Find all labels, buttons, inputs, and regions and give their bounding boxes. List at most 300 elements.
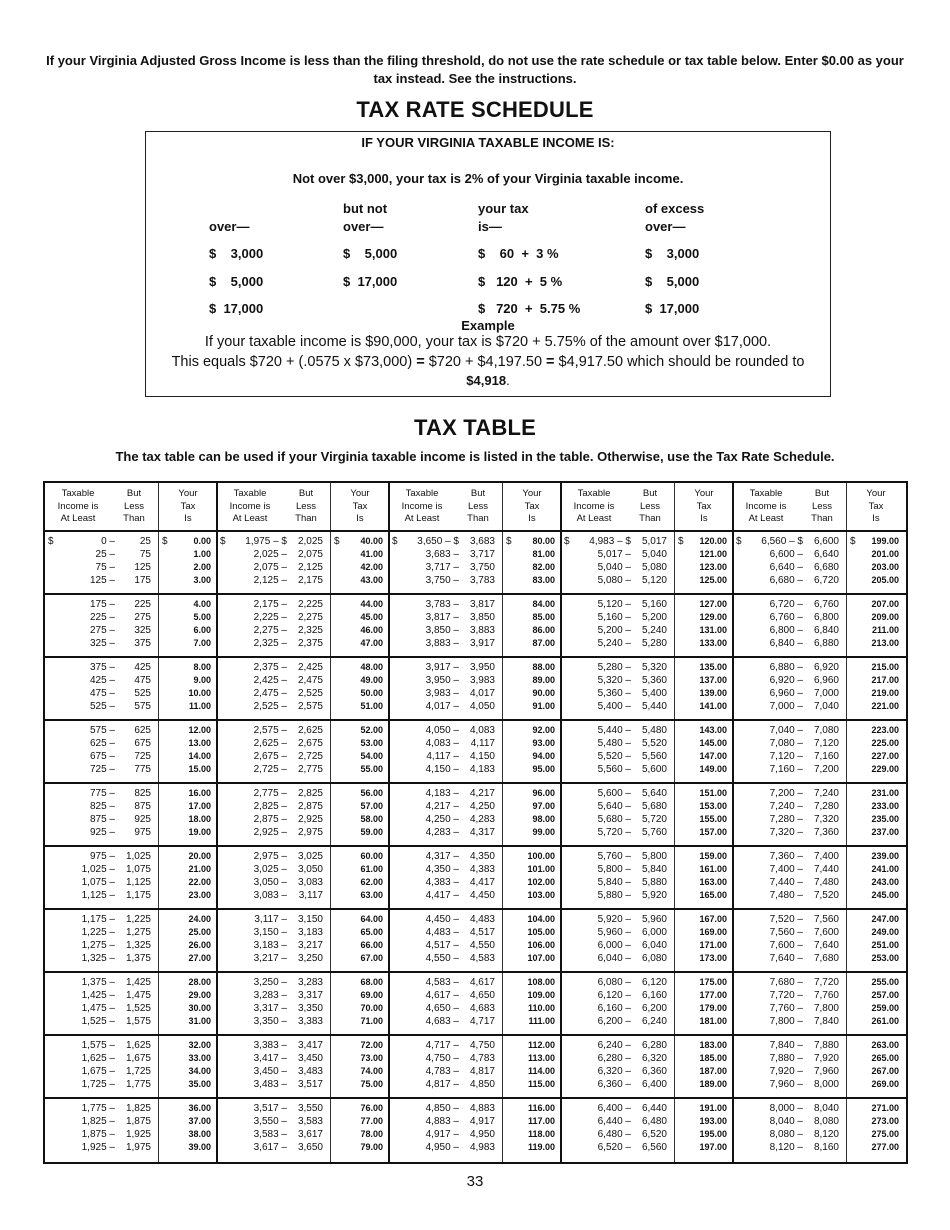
- income-less-than: 3,025: [297, 851, 323, 862]
- table-row: [217, 850, 389, 863]
- income-less-than: 1,625: [125, 1040, 151, 1051]
- tax-amount: 48.00: [360, 662, 383, 672]
- income-at-least: 6,760 –: [769, 612, 803, 623]
- income-less-than: 3,183: [297, 927, 323, 938]
- income-at-least: 1,725 –: [81, 1079, 115, 1090]
- income-less-than: 4,650: [469, 990, 495, 1001]
- tax-amount: 257.00: [871, 990, 899, 1000]
- income-less-than: 2,375: [297, 638, 323, 649]
- table-row: [217, 1039, 389, 1052]
- table-row: [561, 637, 733, 650]
- header-divider: [45, 530, 906, 532]
- tax-amount: 261.00: [871, 1016, 899, 1026]
- table-row: [561, 1065, 733, 1078]
- income-less-than: 2,275: [297, 612, 323, 623]
- income-at-least: 575 –: [89, 725, 115, 736]
- tax-amount: 90.00: [532, 688, 555, 698]
- income-at-least: 5,760 –: [597, 851, 631, 862]
- tax-amount: 177.00: [699, 990, 727, 1000]
- tax-amount: 95.00: [532, 764, 555, 774]
- tax-amount: 98.00: [532, 814, 555, 824]
- tax-amount: 199.00: [871, 536, 899, 546]
- table-row: [389, 1052, 561, 1065]
- income-at-least: 6,200 –: [597, 1016, 631, 1027]
- rate-row-2-excess: $ 5,000: [645, 274, 700, 289]
- tax-amount: 201.00: [871, 549, 899, 559]
- tax-rate-schedule-box: [145, 131, 831, 397]
- tax-amount: 43.00: [360, 575, 383, 585]
- dollar-sign: $: [392, 536, 398, 547]
- header-taxable-income-at-least: [217, 488, 283, 526]
- income-less-than: 5,160: [641, 599, 667, 610]
- row-block: [733, 976, 905, 1036]
- income-at-least: 2,225 –: [253, 612, 287, 623]
- income-at-least: 325 –: [89, 638, 115, 649]
- income-at-least: 1,825 –: [81, 1116, 115, 1127]
- header-your-tax-is-line: Is: [528, 513, 536, 524]
- table-row: [217, 976, 389, 989]
- rate-row-1-over: $ 3,000: [209, 246, 264, 261]
- income-less-than: 675: [134, 738, 151, 749]
- header-but-less-than-line: Than: [123, 513, 145, 524]
- income-less-than: 725: [134, 751, 151, 762]
- income-less-than: 5,480: [641, 725, 667, 736]
- income-at-least: 8,080 –: [769, 1129, 803, 1140]
- income-less-than: 7,800: [813, 1003, 839, 1014]
- rate-row-3-excess: $ 17,000: [645, 301, 700, 316]
- income-at-least: 975 –: [89, 851, 115, 862]
- income-at-least: 5,017 –: [597, 549, 631, 560]
- tax-amount: 163.00: [699, 877, 727, 887]
- tax-amount: 213.00: [871, 638, 899, 648]
- header-taxable-income-at-least-line: At Least: [748, 513, 784, 524]
- example-equals-1: =: [416, 354, 425, 370]
- row-block: [389, 787, 561, 847]
- table-row: [733, 1128, 905, 1141]
- table-row: [389, 787, 561, 800]
- income-less-than: 875: [134, 801, 151, 812]
- income-at-least: 225 –: [89, 612, 115, 623]
- table-row: [733, 750, 905, 763]
- income-at-least: 5,680 –: [597, 814, 631, 825]
- row-block: [389, 724, 561, 784]
- tax-amount: 110.00: [527, 1003, 555, 1013]
- table-row: [45, 800, 217, 813]
- table-row: [561, 611, 733, 624]
- income-at-least: 1,775 –: [81, 1103, 115, 1114]
- table-row: [217, 574, 389, 587]
- income-less-than: 4,717: [469, 1016, 495, 1027]
- col-of-excess-line2: over—: [645, 219, 686, 234]
- income-at-least: 2,125 –: [253, 575, 287, 586]
- tax-amount: 34.00: [188, 1066, 211, 1076]
- tax-amount: 237.00: [871, 827, 899, 837]
- table-row: [733, 548, 905, 561]
- tax-amount: 57.00: [360, 801, 383, 811]
- header-but-less-than-line: Than: [639, 513, 661, 524]
- income-at-least: 2,075 –: [253, 562, 287, 573]
- table-row: [45, 1128, 217, 1141]
- tax-amount: 41.00: [360, 549, 383, 559]
- income-less-than: 4,917: [469, 1116, 495, 1127]
- table-row: [217, 763, 389, 776]
- tax-amount: 104.00: [527, 914, 555, 924]
- row-block: [217, 850, 389, 910]
- income-at-least: 5,880 –: [597, 890, 631, 901]
- table-row: [45, 700, 217, 713]
- table-row: [45, 1052, 217, 1065]
- row-block: [561, 850, 733, 910]
- income-at-least: 1,225 –: [81, 927, 115, 938]
- income-at-least: 5,800 –: [597, 864, 631, 875]
- income-at-least: 7,600 –: [769, 940, 803, 951]
- income-less-than: 1,325: [125, 940, 151, 951]
- income-at-least: 5,240 –: [597, 638, 631, 649]
- table-row: [45, 624, 217, 637]
- table-row: [217, 700, 389, 713]
- table-row: [561, 724, 733, 737]
- table-row: [389, 939, 561, 952]
- tax-amount: 108.00: [527, 977, 555, 987]
- income-at-least: 6,360 –: [597, 1079, 631, 1090]
- income-less-than: 3,717: [469, 549, 495, 560]
- table-row: [389, 1141, 561, 1154]
- header-your-tax-is-line: Is: [184, 513, 192, 524]
- table-row: [389, 850, 561, 863]
- row-block: [561, 724, 733, 784]
- tax-amount: 127.00: [699, 599, 727, 609]
- table-row: [389, 1078, 561, 1091]
- table-row: [733, 1002, 905, 1015]
- header-but-less-than: [627, 488, 673, 526]
- table-row: [45, 737, 217, 750]
- income-at-least: 5,360 –: [597, 688, 631, 699]
- income-at-least: 6,520 –: [597, 1142, 631, 1153]
- income-less-than: 375: [134, 638, 151, 649]
- header-taxable-income-at-least: [45, 488, 111, 526]
- tax-amount: 69.00: [360, 990, 383, 1000]
- tax-amount: 60.00: [360, 851, 383, 861]
- table-row: [45, 787, 217, 800]
- header-your-tax-is-line: Tax: [524, 500, 540, 512]
- income-at-least: 3,417 –: [253, 1053, 287, 1064]
- tax-amount: 277.00: [871, 1142, 899, 1152]
- table-row: [45, 763, 217, 776]
- tax-amount: 173.00: [699, 953, 727, 963]
- example-line-2: [146, 354, 830, 370]
- income-at-least: 2,375 –: [253, 662, 287, 673]
- header-but-less-than: [111, 488, 157, 526]
- income-less-than: 1,175: [125, 890, 151, 901]
- tax-table-subtitle: The tax table can be used if your Virginia taxable income is listed in the table. Otherwise, use the Tax Rate Schedule.: [115, 449, 835, 464]
- income-less-than: 4,583: [469, 953, 495, 964]
- table-row: [561, 1115, 733, 1128]
- tax-amount: 109.00: [527, 990, 555, 1000]
- header-your-tax-is-line: Is: [700, 513, 708, 524]
- table-row: [561, 863, 733, 876]
- tax-amount: 191.00: [699, 1103, 727, 1113]
- income-at-least: 4,050 –: [425, 725, 459, 736]
- income-at-least: 6,440 –: [597, 1116, 631, 1127]
- filing-threshold-note: If your Virginia Adjusted Gross Income is less than the filing threshold, do not use the rate schedule or tax table below. Enter $0.00 as your tax instead. See the instructions.: [46, 53, 904, 86]
- table-row: [389, 1102, 561, 1115]
- income-at-least: 6,920 –: [769, 675, 803, 686]
- tax-amount: 151.00: [699, 788, 727, 798]
- table-row: [561, 574, 733, 587]
- header-taxable-income-at-least-line: Income is: [229, 500, 271, 512]
- tax-amount: 30.00: [188, 1003, 211, 1013]
- income-less-than: 5,440: [641, 701, 667, 712]
- tax-amount: 42.00: [360, 562, 383, 572]
- tax-amount: 161.00: [699, 864, 727, 874]
- table-row: [561, 598, 733, 611]
- table-row: [217, 1065, 389, 1078]
- tax-amount: 265.00: [871, 1053, 899, 1063]
- tax-amount: 139.00: [699, 688, 727, 698]
- tax-amount: 15.00: [188, 764, 211, 774]
- income-less-than: 2,975: [297, 827, 323, 838]
- income-less-than: 6,840: [813, 625, 839, 636]
- tax-amount: 84.00: [532, 599, 555, 609]
- income-less-than: 4,150: [469, 751, 495, 762]
- income-less-than: 2,625: [297, 725, 323, 736]
- tax-amount: 219.00: [871, 688, 899, 698]
- income-at-least: 1,125 –: [81, 890, 115, 901]
- income-less-than: 1,475: [125, 990, 151, 1001]
- tax-amount: 11.00: [188, 701, 211, 711]
- example-line-3: [146, 373, 830, 388]
- header-taxable-income-at-least: [733, 488, 799, 526]
- table-row: [217, 535, 389, 548]
- header-but-less-than-line: Less: [295, 500, 317, 512]
- row-block: [389, 1039, 561, 1099]
- income-at-least: 8,120 –: [769, 1142, 803, 1153]
- tax-amount: 18.00: [188, 814, 211, 824]
- income-at-least: 3,650 – $: [417, 536, 459, 547]
- income-less-than: 2,875: [297, 801, 323, 812]
- income-less-than: 1,975: [125, 1142, 151, 1153]
- income-at-least: 75 –: [95, 562, 115, 573]
- table-row: [733, 535, 905, 548]
- table-row: [389, 548, 561, 561]
- table-row: [733, 826, 905, 839]
- table-row: [733, 1039, 905, 1052]
- tax-amount: 5.00: [193, 612, 211, 622]
- income-at-least: 7,760 –: [769, 1003, 803, 1014]
- table-row: [733, 889, 905, 902]
- tax-amount: 121.00: [699, 549, 727, 559]
- table-row: [45, 976, 217, 989]
- rate-row-3-tax: $ 720 + 5.75 %: [478, 301, 581, 316]
- tax-amount: 9.00: [193, 675, 211, 685]
- table-row: [733, 637, 905, 650]
- col-your-tax-line1: your tax: [478, 201, 529, 216]
- tax-amount: 47.00: [360, 638, 383, 648]
- income-at-least: 4,883 –: [425, 1116, 459, 1127]
- tax-amount: 87.00: [532, 638, 555, 648]
- income-less-than: 6,400: [641, 1079, 667, 1090]
- table-row: [45, 661, 217, 674]
- table-row: [45, 926, 217, 939]
- income-at-least: 3,617 –: [253, 1142, 287, 1153]
- table-row: [561, 624, 733, 637]
- income-at-least: 4,550 –: [425, 953, 459, 964]
- row-block: [733, 850, 905, 910]
- income-less-than: 6,680: [813, 562, 839, 573]
- tax-amount: 44.00: [360, 599, 383, 609]
- header-your-tax-is-line: Tax: [352, 500, 368, 512]
- income-at-least: 5,040 –: [597, 562, 631, 573]
- income-at-least: 4,317 –: [425, 851, 459, 862]
- table-row: [45, 826, 217, 839]
- tax-amount: 135.00: [699, 662, 727, 672]
- row-block: [733, 661, 905, 721]
- tax-amount: 115.00: [527, 1079, 555, 1089]
- table-row: [217, 876, 389, 889]
- dollar-sign: $: [48, 536, 54, 547]
- tax-amount: 73.00: [360, 1053, 383, 1063]
- tax-amount: 33.00: [188, 1053, 211, 1063]
- rate-row-1-tax: $ 60 + 3 %: [478, 246, 559, 261]
- income-less-than: 5,680: [641, 801, 667, 812]
- income-less-than: 4,783: [469, 1053, 495, 1064]
- tax-amount: 187.00: [699, 1066, 727, 1076]
- income-at-least: 6,240 –: [597, 1040, 631, 1051]
- tax-amount: 120.00: [699, 536, 727, 546]
- income-less-than: 2,425: [297, 662, 323, 673]
- tax-amount: 119.00: [527, 1142, 555, 1152]
- income-at-least: 4,750 –: [425, 1053, 459, 1064]
- income-less-than: 4,983: [469, 1142, 495, 1153]
- tax-amount: 155.00: [699, 814, 727, 824]
- table-row: [217, 926, 389, 939]
- tax-amount: 251.00: [871, 940, 899, 950]
- income-at-least: 4,117 –: [426, 751, 459, 762]
- income-less-than: 8,160: [813, 1142, 839, 1153]
- row-block: [561, 913, 733, 973]
- income-less-than: 2,575: [297, 701, 323, 712]
- income-less-than: 3,150: [297, 914, 323, 925]
- income-at-least: 4,983 – $: [589, 536, 631, 547]
- income-less-than: 5,400: [641, 688, 667, 699]
- table-row: [45, 850, 217, 863]
- table-row: [45, 674, 217, 687]
- tax-amount: 114.00: [527, 1066, 555, 1076]
- tax-amount: 0.00: [193, 536, 211, 546]
- income-less-than: 1,675: [125, 1053, 151, 1064]
- income-less-than: 2,075: [297, 549, 323, 560]
- row-block: [45, 913, 217, 973]
- income-less-than: 4,250: [469, 801, 495, 812]
- tax-amount: 86.00: [532, 625, 555, 635]
- table-row: [45, 1141, 217, 1154]
- income-at-least: 2,725 –: [253, 764, 287, 775]
- income-less-than: 2,925: [297, 814, 323, 825]
- table-row: [733, 1115, 905, 1128]
- income-less-than: 3,950: [469, 662, 495, 673]
- income-less-than: 3,283: [297, 977, 323, 988]
- income-less-than: 3,617: [297, 1129, 323, 1140]
- table-row: [45, 939, 217, 952]
- tax-amount: 38.00: [188, 1129, 211, 1139]
- income-at-least: 4,083 –: [425, 738, 459, 749]
- table-row: [733, 598, 905, 611]
- table-row: [217, 724, 389, 737]
- income-less-than: 7,680: [813, 953, 839, 964]
- tax-amount: 116.00: [527, 1103, 555, 1113]
- table-row: [733, 926, 905, 939]
- income-at-least: 4,517 –: [425, 940, 459, 951]
- income-less-than: 3,083: [297, 877, 323, 888]
- income-at-least: 4,917 –: [425, 1129, 459, 1140]
- income-less-than: 4,283: [469, 814, 495, 825]
- income-less-than: 1,275: [125, 927, 151, 938]
- col-but-not-line1: but not: [343, 201, 388, 216]
- income-less-than: 1,775: [125, 1079, 151, 1090]
- income-at-least: 2,675 –: [253, 751, 287, 762]
- table-row: [217, 561, 389, 574]
- income-at-least: 7,720 –: [769, 990, 803, 1001]
- tax-amount: 66.00: [360, 940, 383, 950]
- income-less-than: 6,040: [641, 940, 667, 951]
- table-row: [733, 1078, 905, 1091]
- tax-amount: 12.00: [188, 725, 211, 735]
- income-at-least: 2,775 –: [253, 788, 287, 799]
- income-less-than: 4,850: [469, 1079, 495, 1090]
- table-row: [389, 926, 561, 939]
- income-at-least: 5,920 –: [597, 914, 631, 925]
- row-block: [217, 1102, 389, 1162]
- income-at-least: 4,217 –: [425, 801, 459, 812]
- income-at-least: 7,120 –: [769, 751, 803, 762]
- income-less-than: 6,120: [641, 977, 667, 988]
- tax-amount: 255.00: [871, 977, 899, 987]
- income-less-than: 775: [134, 764, 151, 775]
- table-row: [733, 611, 905, 624]
- row-block: [561, 787, 733, 847]
- example-line-2-part-a: This equals $720 + (.0575 x $73,000): [171, 354, 417, 370]
- income-less-than: 1,875: [125, 1116, 151, 1127]
- header-taxable-income-at-least-line: At Least: [60, 513, 96, 524]
- income-at-least: 3,217 –: [253, 953, 287, 964]
- table-row: [389, 1002, 561, 1015]
- row-block: [733, 1102, 905, 1162]
- header-taxable-income-at-least-line: Taxable: [749, 488, 783, 499]
- table-row: [389, 989, 561, 1002]
- tax-amount: 92.00: [532, 725, 555, 735]
- income-at-least: 6,960 –: [769, 688, 803, 699]
- income-at-least: 7,920 –: [769, 1066, 803, 1077]
- tax-amount: 96.00: [532, 788, 555, 798]
- income-less-than: 1,925: [125, 1129, 151, 1140]
- tax-amount: 259.00: [871, 1003, 899, 1013]
- table-row: [733, 700, 905, 713]
- income-less-than: 2,825: [297, 788, 323, 799]
- income-at-least: 6,040 –: [597, 953, 631, 964]
- income-less-than: 925: [134, 814, 151, 825]
- header-but-less-than-line: But: [814, 488, 830, 499]
- table-row: [45, 876, 217, 889]
- tax-amount: 65.00: [360, 927, 383, 937]
- income-less-than: 225: [134, 599, 151, 610]
- income-less-than: 4,950: [469, 1129, 495, 1140]
- income-less-than: 2,175: [297, 575, 323, 586]
- dollar-sign: $: [334, 536, 340, 547]
- tax-amount: 167.00: [699, 914, 727, 924]
- tax-amount: 29.00: [188, 990, 211, 1000]
- income-less-than: 2,775: [297, 764, 323, 775]
- tax-amount: 36.00: [188, 1103, 211, 1113]
